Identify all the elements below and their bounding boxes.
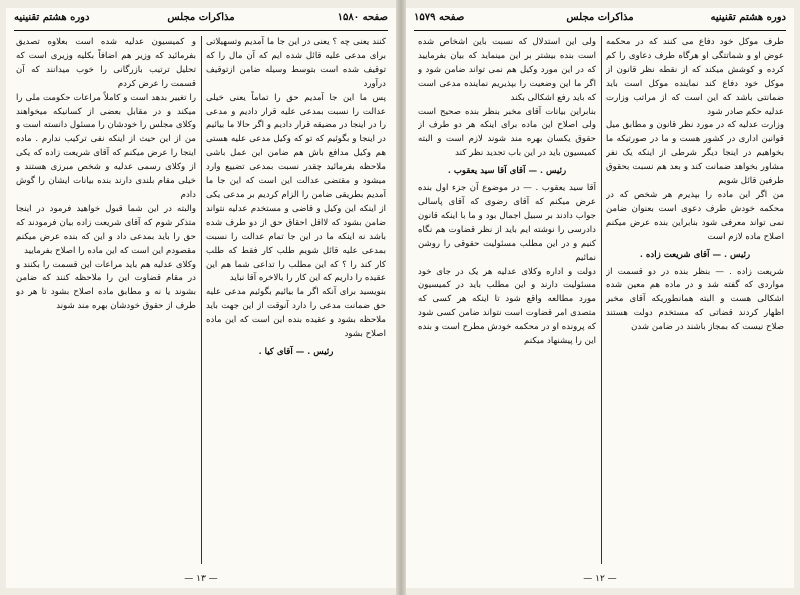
paragraph: ولی این استدلال که نسبت باین اشخاص شده است بنده بیشتر بر این مینماید که بیان بفرمایید که در این مورد وکیل هم نمی تواند ضامن شود و اگر ما این وضعیت را بپذیریم نماینده مدعی است که باید رفع اشکالی بکند: [418, 37, 596, 103]
book-gutter: [396, 0, 406, 595]
paragraph: طرف موکل خود دفاع می کنند که در محکمه عوض او و شماتتگی او هرگاه طرف دعاوی را کم کرده و کوشش میکند که از نقطه نظر قانون از موکل خود دفاع کند نماینده موکل است باید ضمانتی باشد که این است که از مراتب وزارت عدلیه حکم صادر شود: [606, 37, 784, 117]
right-column-right: [606, 36, 784, 566]
right-page-header: [414, 12, 786, 28]
paragraph: کنند یعنی چه ؟ یعنی در این جا ما آمدیم وتسهیلاتی برای مدعی علیه قائل شده ایم که آن مال را که توقیف شده است بتوسط وسیله ضامن ازتوقیف درآورد: [206, 37, 386, 89]
left-page-label: صفحه ۱۵۸۰: [337, 12, 388, 23]
left-column-left: [16, 36, 196, 566]
right-page: [406, 8, 794, 588]
left-page: [6, 8, 396, 588]
paragraph: وکلای عدلیه هم باید مراعات این قسمت را بکنند و در مقام قضاوت این را ملاحظه کنند که ضامن بشوند یا نه و مطابق ماده اصلاح بشود تا هر دو طرف از حقوق خودشان بهره مند شوند: [16, 259, 196, 312]
left-column-divider: [201, 36, 202, 564]
paragraph: دولت و اداره وکلای عدلیه هر یک در جای خود مسئولیت دارند و این مطلب باید در کمیسیون مورد مطالعه واقع شود تا اینکه هر کسی که متصدی امر قضاوت است نتواند ضامن کسی شود که پرونده او در محکمه خودش مطرح است و بنده این را پیشنهاد میکنم: [418, 266, 596, 347]
speaker-line: رئیس . — آقای آقا سید یعقوب .: [447, 166, 567, 177]
paragraph: و کمیسیون عدلیه شده است بعلاوه تصدیق بفرمائید که وزیر هم اضافاً بکلیه وزیری است که تحلیل ترتیب بازرگانی را خوب میدانند که آن قسمت را عرض کردم: [16, 37, 196, 89]
right-page-number: — ۱۲ —: [583, 574, 617, 584]
speaker-line: رئیس . — آقای شریعت زاده .: [639, 249, 751, 260]
paragraph: بنابراین بیانات آقای مخبر بنظر بنده صحیح است ولی اصلاح این ماده برای اینکه هر دو طرف از حقوق یکسان بهره مند شوند لازم است و البته کمیسیون باید در این باب تجدید نظر کند: [418, 106, 596, 159]
paragraph: وزارت عدلیه که در مورد نظر قانون و مطابق میل قوانین اداری در کشور هست و ما در صورتیکه ما بخواهیم در اینجا دیگر شرطی از اینکه یک نفر مشاور بخواهد ضمانت کند و بعد هم نسبت بحقوق طرفین قائل شویم: [606, 120, 784, 187]
paragraph: والبته در این شما قبول خواهید فرمود در اینجا متذکر شوم که آقای شریعت زاده بیان فرمودند که حق را باید بمدعی داد و این که بنده عرض میکنم مقصودم این است که این ماده را اصلاح بفرمایید: [16, 203, 196, 256]
paragraph: را تغییر بدهد است و کاملاً مراعات حکومت ملی را میکند و در مقابل بعضی از کسانیکه میخواهند وکلای مجلس را خودشان را مسئول دانسته است و من از این حیث از اینکه نفی ترکیب ندارم . ماده اینجا را عرض میکنم که آقای شریعت زاده که یکی از وکلای رسمی عدلیه و شخص مبرزی هستند و خیلی مقام بلندی دارند بنده بیانات ایشان را گوش دادم: [16, 92, 196, 200]
right-page-session: دوره هشتم تقنینیه: [710, 12, 786, 23]
left-column-right: [206, 36, 386, 566]
paragraph: آقا سید یعقوب . — در موضوع آن جزء اول بنده عرض میکنم که آقای رضوی که آقای پاسالی جواب دادند بر سبیل اجمال بود و ما با اینکه قانون دادرسی را نوشته ایم باید از نظر قضاوت هم نگاه کنیم و در این مطلب مسئولیت حقوقی را روشن نمائیم: [418, 183, 596, 263]
right-column-left: [418, 36, 596, 566]
left-header-rule: [14, 30, 388, 31]
left-page-title: مذاکرات مجلس: [167, 12, 235, 23]
right-page-label: صفحه ۱۵۷۹: [414, 12, 465, 23]
speaker-line: رئیس . — آقای کیا .: [258, 346, 334, 357]
right-header-rule: [414, 30, 786, 31]
right-column-divider: [601, 36, 602, 564]
paragraph: پس ما این جا آمدیم حق را تماماً یعنی خیلی عدالت را نسبت بمدعی علیه قرار دادیم و مدعی را در اینجا در مضیقه قرار دادیم و اگر حالا ما بیائیم در اینجا و بگوئیم که تو که وکیل مدعی علیه هستی هم وکیل مدافع باش هم ضامن این عمل باشی ملاحظه بفرمائید چقدر نسبت بمدعی تضییع وارد میشود و مقتضی عدالت این است که این جا ما آمدیم بطریقی ضامن را الزام کردیم بر مدعی یکی از اینکه این وکیل و قاضی و مستخدم عدلیه نتواند ضامن بشود که لااقل احقاق حق از دو طرف شده باشد نه اینکه ما در این جا تمام عدالت را نسبت بمدعی علیه قائل شویم طلب کار فقط که طلب کار کند را ؟ که این مطلب را تداعی شما هم این عقیده را داریم که این کار را بالاخره آقا نباید: [206, 92, 386, 284]
paragraph: من اگر این ماده را بپذیرم هر شخص که در محکمه خودش طرف دعوی است بعنوان ضامن نمی تواند معرفی شود بنابراین بنده عرض میکنم اصلاح ماده لازم است: [606, 189, 784, 242]
paragraph: شریعت زاده . — بنظر بنده در دو قسمت از مواردی که گفته شد و در ماده هم معین شده اشکالی هست و البته همانطوریکه آقای مخبر اظهار کردند قضاتی که مستخدم دولت هستند صلاح نیست که بمجاز باشند در ضامن شدن: [606, 266, 784, 333]
paragraph: بنویسید برای آنکه اگر ما بیائیم بگوئیم مدعی علیه حق ضمانت مدعی را دارد آنوقت از این جهت باید ملاحظه بشود و عقیده بنده این است که این ماده اصلاح بشود: [206, 287, 386, 340]
left-page-number: — ۱۳ —: [184, 574, 218, 584]
right-page-title: مذاکرات مجلس: [566, 12, 634, 23]
left-page-header: [14, 12, 388, 28]
left-page-session: دوره هشتم تقنینیه: [14, 12, 90, 23]
